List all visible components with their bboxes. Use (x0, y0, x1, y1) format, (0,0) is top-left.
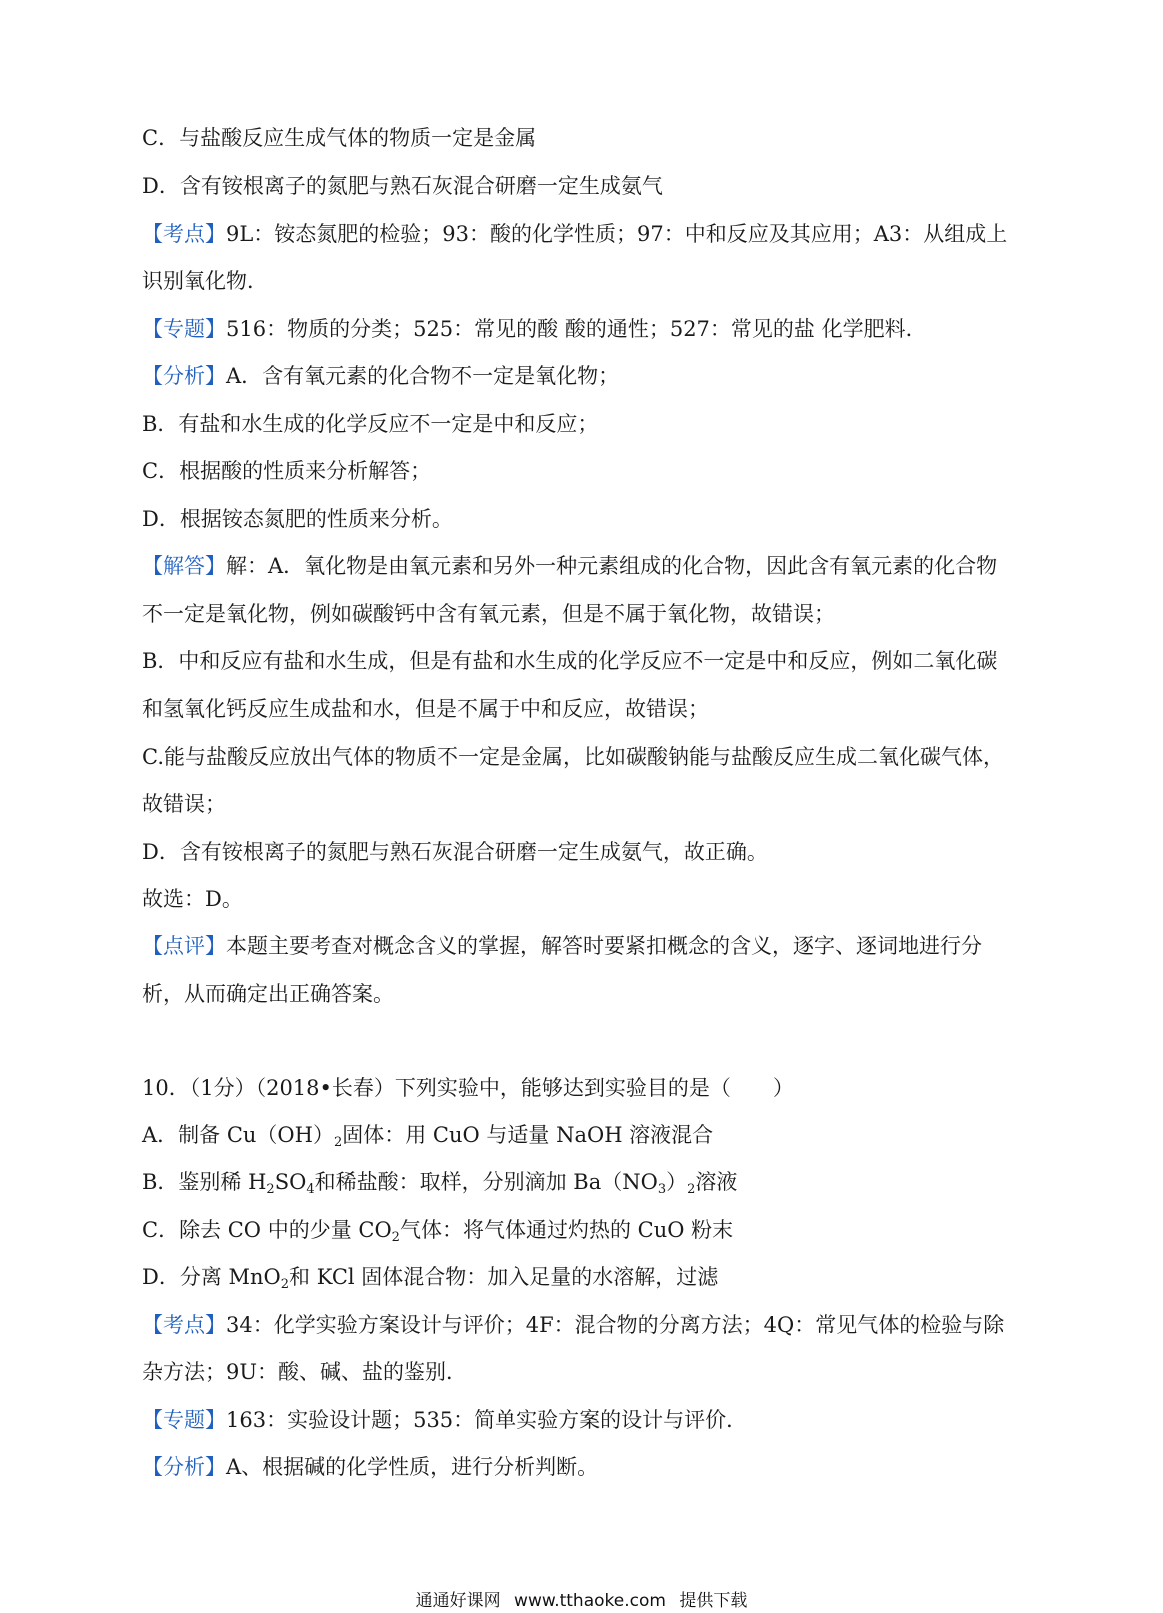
q10-zhuanti-text: 163：实验设计题；535：简单实验方案的设计与评价． (226, 1408, 748, 1432)
q10-kaodian-cont: 杂方法；9U：酸、碱、盐的鉴别． (142, 1360, 468, 1384)
q9-fenxi (142, 361, 1022, 391)
q9-zhuanti (142, 314, 1022, 344)
zhuanti-tag: 【专题】 (142, 317, 226, 341)
footer-url[interactable]: www.tthaoke.com (514, 1591, 666, 1611)
q10-option-d: D．分离 MnO$_2$和 KCl 固体混合物：加入足量的水溶解，过滤 (142, 1265, 719, 1292)
footer-action: 提供下载 (679, 1591, 748, 1611)
q9-jieda-2: 不一定是氧化物，例如碳酸钙中含有氧元素，但是不属于氧化物，故错误； (142, 602, 835, 626)
q9-fenxi-d: D．根据铵态氮肥的性质来分析。 (142, 507, 453, 531)
q9-option-d: D．含有铵根离子的氮肥与熟石灰混合研磨一定生成氨气 (142, 174, 663, 198)
footer-site-name: 通通好课网 (415, 1591, 501, 1611)
kaodian-tag: 【考点】 (142, 1313, 226, 1337)
q9-dianping (142, 931, 1022, 961)
kaodian-tag: 【考点】 (142, 222, 226, 246)
q9-zhuanti-text: 516：物质的分类；525：常见的酸 酸的通性；527：常见的盐 化学肥料． (226, 317, 927, 341)
q10-stem: 10．（1分）（2018•长春）下列实验中，能够达到实验目的是（ ） (142, 1076, 794, 1100)
fenxi-tag: 【分析】 (142, 1455, 226, 1479)
dianping-tag: 【点评】 (142, 934, 226, 958)
q9-jieda-text: 解：A．氧化物是由氧元素和另外一种元素组成的化合物，因此含有氧元素的化合物 (226, 554, 998, 578)
q9-dianping-2: 析，从而确定出正确答案。 (142, 982, 394, 1006)
q9-kaodian (142, 219, 1022, 249)
q10-fenxi-a: A、根据碱的化学性质，进行分析判断。 (226, 1455, 599, 1479)
q10-option-b: B．鉴别稀 $H_2SO_4$和稀盐酸：取样，分别滴加 $Ba(NO_3)_2$溶液 (142, 1170, 738, 1197)
page-footer (0, 1586, 1163, 1611)
q9-jieda-5: C.能与盐酸反应放出气体的物质不一定是金属，比如碳酸钠能与盐酸反应生成二氧化碳气体， (142, 745, 1004, 769)
q9-option-c: C．与盐酸反应生成气体的物质一定是金属 (142, 126, 537, 150)
q9-jieda (142, 551, 1022, 581)
q9-jieda-3: B．中和反应有盐和水生成，但是有盐和水生成的化学反应不一定是中和反应，例如二氧化碳 (142, 649, 998, 673)
q9-jieda-7: D．含有铵根离子的氮肥与熟石灰混合研磨一定生成氨气，故正确。 (142, 840, 768, 864)
fenxi-tag: 【分析】 (142, 364, 226, 388)
q9-jieda-6: 故错误； (142, 792, 226, 816)
jieda-tag: 【解答】 (142, 554, 226, 578)
q10-kaodian-text: 34：化学实验方案设计与评价；4F：混合物的分离方法；4Q：常见气体的检验与除 (226, 1313, 1005, 1337)
q9-dianping-text: 本题主要考查对概念含义的掌握，解答时要紧扣概念的含义，逐字、逐词地进行分 (226, 934, 982, 958)
q9-kaodian-cont: 识别氧化物． (142, 269, 268, 293)
q9-fenxi-c: C．根据酸的性质来分析解答； (142, 459, 432, 483)
q10-option-a: A．制备 $Cu(OH)_2$固体：用 CuO 与适量 NaOH 溶液混合 (142, 1123, 714, 1150)
q9-kaodian-text: 9L：铵态氮肥的检验；93：酸的化学性质；97：中和反应及其应用；A3：从组成上 (226, 222, 1008, 246)
q10-zhuanti (142, 1405, 1022, 1435)
q9-fenxi-b: B．有盐和水生成的化学反应不一定是中和反应； (142, 412, 599, 436)
zhuanti-tag: 【专题】 (142, 1408, 226, 1432)
q10-kaodian (142, 1310, 1022, 1340)
q9-fenxi-a: A．含有氧元素的化合物不一定是氧化物； (226, 364, 620, 388)
q10-option-c: C．除去 CO 中的少量 $CO_2$气体：将气体通过灼热的 CuO 粉末 (142, 1218, 734, 1245)
q9-jieda-8: 故选：D。 (142, 887, 243, 911)
q9-jieda-4: 和氢氧化钙反应生成盐和水，但是不属于中和反应，故错误； (142, 697, 709, 721)
q10-fenxi (142, 1452, 1022, 1482)
